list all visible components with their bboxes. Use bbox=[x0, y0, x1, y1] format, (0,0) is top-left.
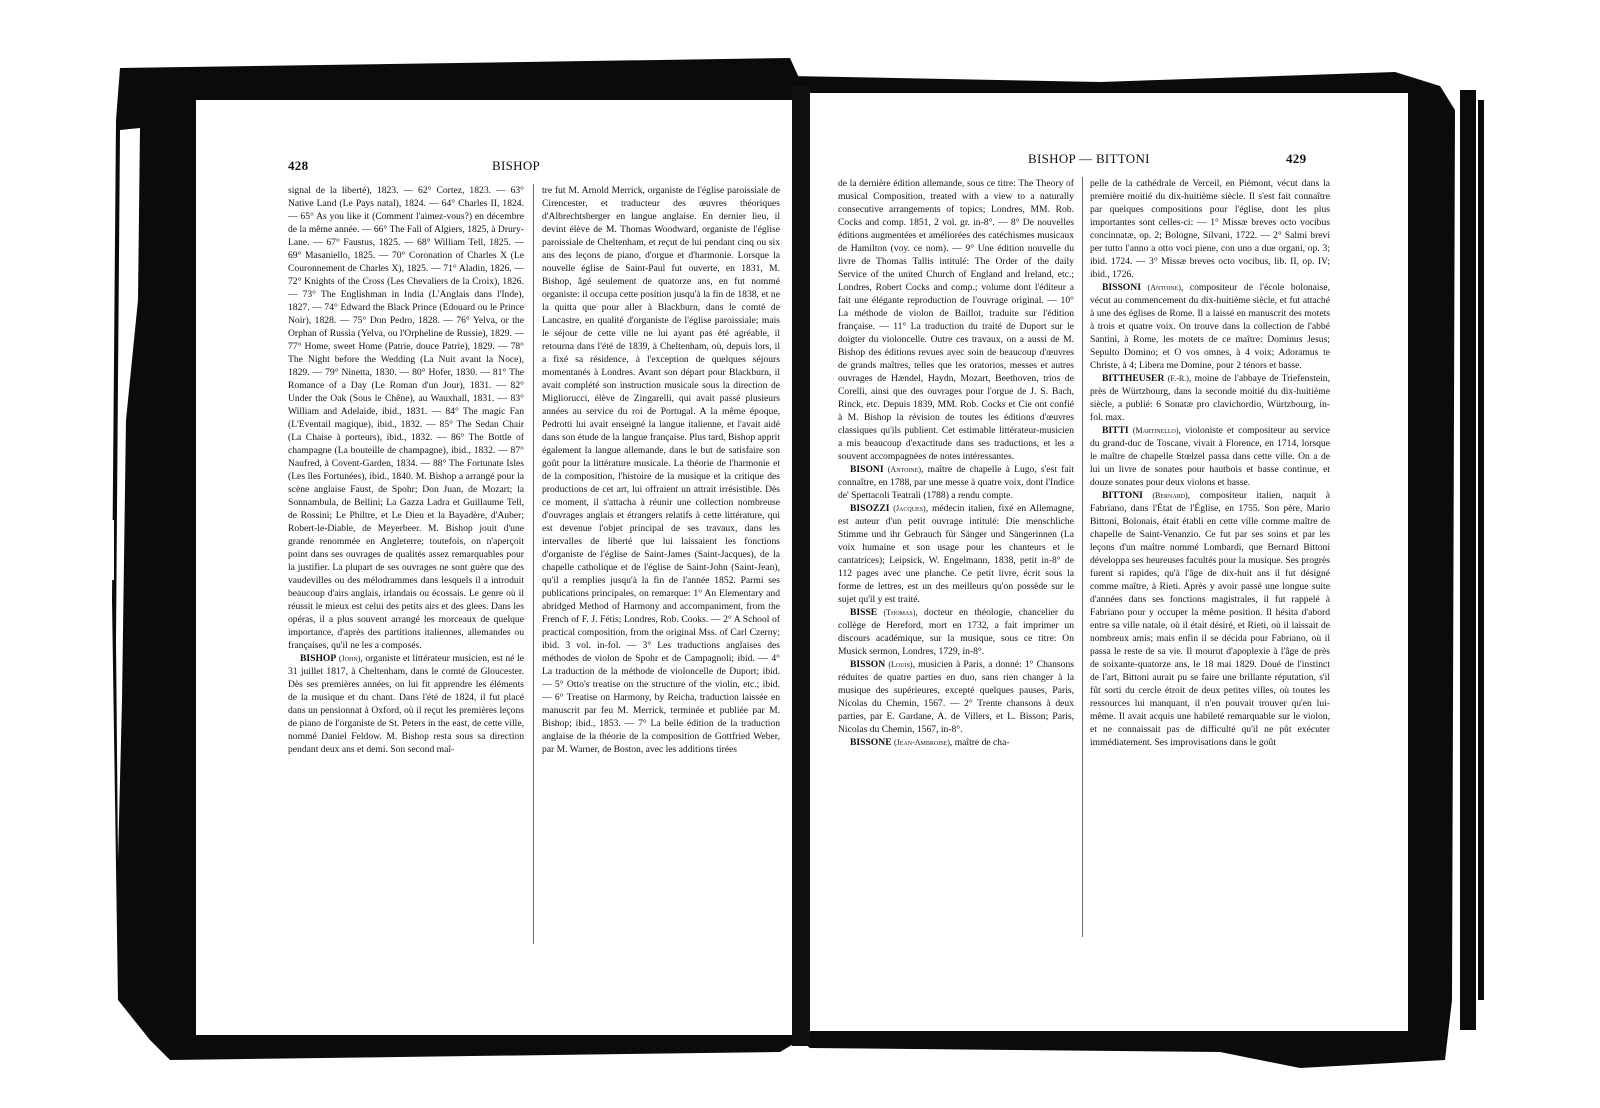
left-column-2 bbox=[542, 184, 780, 1014]
entry-paragraph bbox=[1090, 489, 1330, 749]
entry-paragraph bbox=[288, 652, 524, 756]
entry-text: de la dernière édition allemande, sous ce titre: The Theory of musical Composition, treated with a view to a naturally consecutive arrangements of topics; Londres, MM. Rob. Cocks and comp. 1851, 2 vol. gr. in-8°. — 8° De nouvelles éditions augmentées et améliorées des catéchismes musicaux de Hamilton (voy. ce nom). — 9° Une édition nouvelle du livre de Thomas Tallis intitulé: The Order of the daily Service of the united Church of England and Ireland, etc.; Londres, Robert Cocks and comp.; volume dont l'éditeur a fait une élégante reproduction de l'ouvrage original. — 10° La méthode de violon de Baillot, traduite sur l'édition française. — 11° La traduction du traité de Duport sur le doigter du violoncelle. Outre ces travaux, on a aussi de M. Bishop des éditions revues avec soin de beaucoup d'œuvres de grands maîtres, telles que les oratorios, messes et autres ouvrages de Hændel, Haydn, Mozart, Beethoven, trios de Corelli, ainsi que des ouvrages pour l'orgue de J. S. Bach, Rinck, etc. Depuis 1839, MM. Rob. Cocks et Cie ont confié à M. Bishop la révision de toutes les éditions d'œuvres classiques qu'ils publient. Cet estimable littérateur-musicien a mis beaucoup d'exactitude dans ses traductions, et les a souvent accompagnées de notes intéressantes. bbox=[838, 178, 1074, 462]
left-column-1 bbox=[288, 184, 524, 1014]
entry-text: tre fut M. Arnold Merrick, organiste de l'église paroissiale de Cirencester, et traducteur des œuvres théoriques d'Albrechtsberger en langue anglaise. En dernier lieu, il devint élève de M. Thomas Woodward, organiste de l'église paroissiale de Cheltenham, et reçut de lui pendant cinq ou six ans des leçons de piano, d'orgue et d'harmonie. Lorsque la nouvelle église de Saint-Paul fut ouverte, en 1831, M. Bishop, âgé seulement de quatorze ans, en fut nommé organiste: il occupa cette position jusqu'à la fin de 1838, et ne la quitta que pour aller à Blackburn, dans le comté de Lancastre, en qualité d'organiste de l'église paroissiale; mais le séjour de cette ville ne lui ayant pas été agréable, il retourna dans l'été de 1839, à Cheltenham, où, depuis lors, il a fixé sa résidence, à l'exception de quelques séjours momentanés à Londres. Avant son départ pour Blackburn, il avait complété son instruction musicale sous la direction de Migliorucci, élève de Zingarelli, qui avait passé plusieurs années au service du roi de Portugal. A la même époque, Pedrotti lui avait enseigné la langue italienne, et l'avait aidé dans son étude de la langue française. Plus tard, Bishop apprit également la langue allemande, dans le but de satisfaire son goût pour la littérature musicale. La théorie de l'harmonie et de la composition, l'histoire de la musique et la critique des productions de cet art, lui offraient un attrait irrésistible. Dès ce moment, il s'attacha à réunir une collection nombreuse d'ouvrages anglais et étrangers relatifs à cette littérature, qui est devenue l'objet principal de ses travaux, dans les intervalles de liberté que lui laissaient les fonctions d'organiste de l'église de Saint-James (Saint-Jacques), de la chapelle catholique et de l'église de Saint-John (Saint-Jean), qu'il a remplies jusqu'à la fin de l'année 1852. Parmi ses publications principales, on remarque: 1° An Elementary and abridged Method of Harmony and accompaniment, from the French of F. J. Fétis; Londres, Rob. Cooks. — 2° A School of practical composition, from the original Mss. of Carl Czerny; ibid. 3 vol. in-fol. — 3° Les traductions anglaises des méthodes de violon de Spohr et de Campagnoli; ibid. — 4° La traduction de la méthode de violoncelle de Duport; ibid. — 5° Otto's treatise on the structure of the violin, etc.; ibid. — 6° Treatise on Harmony, by Reicha, traduction laissée en manuscrit par feu M. Merrick, terminée et publiée par M. Bishop; ibid., 1853. — 7° La belle édition de la traduction anglaise de la théorie de la composition de Gottfried Weber, par M. Warner, de Boston, avec les additions tirées bbox=[542, 185, 780, 755]
column-rule bbox=[1082, 177, 1083, 937]
right-column-2 bbox=[1090, 177, 1330, 1007]
entry-text: , organiste et littérateur musicien, est né le 31 juillet 1817, à Cheltenham, dans le comté de Gloucester. Dès ses premières années, on lui fit apprendre les éléments de la musique et du chant. Dans l'été de 1824, il fut placé dans un pensionnat à Oxford, où il reçut les premières leçons de piano de l'organiste de St. Peters in the east, de cette ville, nommé Daniel Feldow. M. Bishop resta sous sa direction pendant deux ans et demi. Son second maî- bbox=[288, 653, 524, 755]
entry-text: signal de la liberté), 1823. — 62° Cortez, 1823. — 63° Native Land (Le Pays natal), 1824. — 64° Charles II, 1824. — 65° As you like it (Comment l'aimez-vous?) en décembre de la même année. — 66° The Fall of Algiers, 1825, à Drury-Lane. — 67° Faustus, 1825. — 68° William Tell, 1825. — 69° Masaniello, 1825. — 70° Coronation of Charles X (Le Couronnement de Charles X), 1825. — 71° Aladin, 1826. — 72° Knights of the Cross (Les Chevaliers de la Croix), 1826. — 73° The Englishman in India (L'Anglais dans l'Inde), 1827. — 74° Edward the Black Prince (Edouard ou le Prince Noir), 1828. — 75° Don Pedro, 1828. — 76° Yelva, or the Orphan of Russia (Yelva, ou l'Orpheline de Russie), 1829. — 77° Home, sweet Home (Patrie, douce Patrie), 1829. — 78° The Night before the Wedding (La Nuit avant la Noce), 1829. — 79° Ninetta, 1830. — 80° Hofer, 1830. — 81° The Romance of a Day (Le Roman d'un Jour), 1831. — 82° Under the Oak (Sous le Chêne), au Wauxhall, 1831. — 83° William and Adelaide, ibid., 1831. — 84° The magic Fan (L'Eventail magique), ibid., 1832. — 85° The Sedan Chair (La Chaise à porteurs), ibid., 1832. — 86° The Bottle of champagne (La bouteille de champagne), ibid., 1832. — 87° Naufred, à Covent-Garden, 1834. — 88° The Fortunate Isles (Les îles Fortunées), ibid., 1840. M. Bishop a arrangé pour la scène anglaise Faust, de Spohr; Don Juan, de Mozart; la Sonnambula, de Bellini; La Gazza Ladra et Guillaume Tell, de Rossini; Le Philtre, et Le Dieu et la Bayadère, d'Auber; Robert-le-Diable, de Meyerbeer. M. Bishop jouit d'une grande renommée en Angleterre; toutefois, on n'aperçoit point dans ses ouvrages de qualités assez remarquables pour la justifier. La plupart de ses ouvrages ne sont guère que des vaudevilles ou des mélodrammes dans lesquels il a introduit beaucoup d'airs anglais, irlandais ou écossais. Le genre où il réussit le mieux est celui des petits airs et des glees. Dans les opéras, il a plus souvent arrangé les morceaux de quelque importance, d'après des partitions italiennes, allemandes ou françaises, qu'il ne les a composés. bbox=[288, 185, 524, 651]
entry-text: , maître de chapelle à Lugo, s'est fait connaître, en 1788, par une messe à quatre voix, dont l'Indice de' Spettacoli Teatrali (1788) a rendu compte. bbox=[838, 464, 1074, 501]
entry-text: , médecin italien, fixé en Allemagne, est auteur d'un petit ouvrage intitulé: Die menschliche Stimme und ihr Gebrauch für Sänger und Sängerinnen (La voix humaine et son usage pour les chanteurs et le cantatrices); Leipsick, W. Engelmann, 1838, petit in-8° de 112 pages avec une planche. Ce petit livre, écrit sous la forme de lettres, est un des meilleurs qu'on possède sur le sujet qu'il y est traité. bbox=[838, 503, 1074, 605]
entry-forename: (Louis) bbox=[888, 660, 913, 669]
entry-forename: (Antoine) bbox=[887, 465, 922, 474]
entry-headword: BISSONI bbox=[1102, 282, 1141, 293]
column-rule bbox=[533, 184, 534, 944]
entry-paragraph bbox=[1090, 372, 1330, 424]
entry-headword: BISONI bbox=[850, 464, 884, 475]
entry-headword: BISHOP bbox=[300, 653, 337, 664]
left-running-head: BISHOP bbox=[492, 158, 541, 173]
left-page-number: 428 bbox=[288, 158, 309, 173]
entry-forename: (Bernard) bbox=[1152, 491, 1188, 500]
entry-headword: BITTHEUSER bbox=[1102, 373, 1165, 384]
entry-text: , violoniste et compositeur au service du grand-duc de Toscane, vivait à Florence, en 1714, lorsque le maître de chapelle Stœlzel passa dans cette ville. On a de lui un livre de sonates pour hautbois et basse continue, et douze sonates pour deux violons et basse. bbox=[1090, 425, 1330, 488]
entry-headword: BITTI bbox=[1102, 425, 1129, 436]
entry-forename: (Martinello) bbox=[1132, 426, 1179, 435]
entry-forename: (Jean-Ambroise) bbox=[894, 738, 950, 747]
entry-paragraph bbox=[838, 606, 1074, 658]
right-column-1 bbox=[838, 177, 1074, 1007]
entry-text: , musicien à Paris, a donné: 1° Chansons réduites de quatre parties en duo, sans rien changer à la musique des supérieures, excepté quelques pauses, Paris, Nicolas du Chemin, 1567. — 2° Trente chansons à deux parties, par E. Gardane, A. de Villers, et L. Bisson; Paris, Nicolas du Chemin, 1567, in-8°. bbox=[838, 659, 1074, 735]
entry-paragraph bbox=[1090, 281, 1330, 372]
entry-forename: (Thomas) bbox=[883, 608, 916, 617]
entry-text: , maître de cha- bbox=[949, 737, 1010, 748]
left-page bbox=[196, 100, 792, 1035]
entry-text: pelle de la cathédrale de Verceil, en Piémont, vécut dans la première moitié du dix-huitième siècle. Il s'est fait connaître par quelques compositions pour l'église, dont les plus importantes sont celles-ci: — 1° Missæ breves octo vocibus concinnatæ, op. 2; Bologne, Silvani, 1722. — 2° Salmi brevi per tutto l'anno a otto voci piene, con uno a due organi, op. 3; ibid. 1724. — 3° Missæ breves octo vocibus, lib. II, op. IV; ibid., 1726. bbox=[1090, 178, 1330, 280]
entry-forename: (Antoine) bbox=[1147, 283, 1181, 292]
entry-text: , compositeur de l'école bolonaise, vécut au commencement du dix-huitième siècle, et fut attaché à une des églises de Rome. Il a laissé en manuscrit des motets à trois et quatre voix. On trouve dans la collection de l'abbé Santini, à Rome, les motets de ce maître: Dominus Jesus; Sepulto Domino; et O vos omnes, à 4 voix; Adoramus te Christe, à 4; Libera me Domine, pour 2 ténors et basse. bbox=[1090, 282, 1330, 371]
entry-paragraph bbox=[838, 463, 1074, 502]
entry-headword: BISSE bbox=[850, 607, 878, 618]
entry-paragraph bbox=[838, 502, 1074, 606]
entry-headword: BISSONE bbox=[850, 737, 892, 748]
entry-text: , moine de l'abbaye de Triefenstein, près de Würtzbourg, dans la seconde moitié du dix-huitième siècle, a publié: 6 Sonatæ pro clavichordio, Würtzbourg, in-fol. max. bbox=[1090, 373, 1330, 423]
entry-text: , docteur en théologie, chancelier du collège de Hereford, mort en 1732, a fait imprimer un discours académique, sur la musique, sous ce titre: On Musick sermon, Londres, 1729, in-8°. bbox=[838, 607, 1074, 657]
right-running-head: BISHOP — BITTONI bbox=[1028, 151, 1150, 166]
entry-headword: BITTONI bbox=[1102, 490, 1143, 501]
entry-paragraph bbox=[838, 736, 1074, 749]
right-page bbox=[810, 93, 1408, 1031]
entry-forename: (Jacques) bbox=[893, 504, 926, 513]
right-page-number: 429 bbox=[1286, 151, 1307, 166]
entry-text: , compositeur italien, naquit à Fabriano, dans l'État de l'Église, en 1755. Son père, Mario Bittoni, Bolonais, était établi en cette ville comme maître de chapelle de Saint-Venanzio. Ce fut par ses soins et par les leçons d'un maître nommé Lombardi, que Bernard Bittoni développa ses heureuses facultés pour la musique. Ses progrès furent si rapides, qu'à l'âge de dix-huit ans il fut désigné comme maître, à Rieti. Après y avoir passé une longue suite d'années dans ses fonctions magistrales, il fut rappelé à Fabriano pour y occuper la même position. Il hésita d'abord entre sa ville natale, où il était désiré, et Rieti, où il laissait de nombreux amis; mais enfin il se décida pour Fabriano, où il passa le reste de sa vie. Il mourut d'apoplexie à l'âge de près de soixante-quatorze ans, le 18 mai 1829. Doué de l'instinct de l'art, Bittoni aurait pu se faire une brillante réputation, s'il fût sorti du cercle étroit de deux petites villes, où toutes les ressources lui manquant, il n'en pouvait trouver qu'en lui-même. Il avait acquis une habileté remarquable sur le violon, et ne connaissait pas de difficulté qu'il ne pût exécuter immédiatement. Ses improvisations dans le goût bbox=[1090, 490, 1330, 748]
entry-headword: BISOZZI bbox=[850, 503, 890, 514]
entry-paragraph bbox=[1090, 424, 1330, 489]
entry-forename: (F.-R.) bbox=[1167, 374, 1189, 383]
entry-forename: (John) bbox=[338, 654, 361, 663]
entry-headword: BISSON bbox=[850, 659, 886, 670]
entry-paragraph bbox=[838, 658, 1074, 736]
